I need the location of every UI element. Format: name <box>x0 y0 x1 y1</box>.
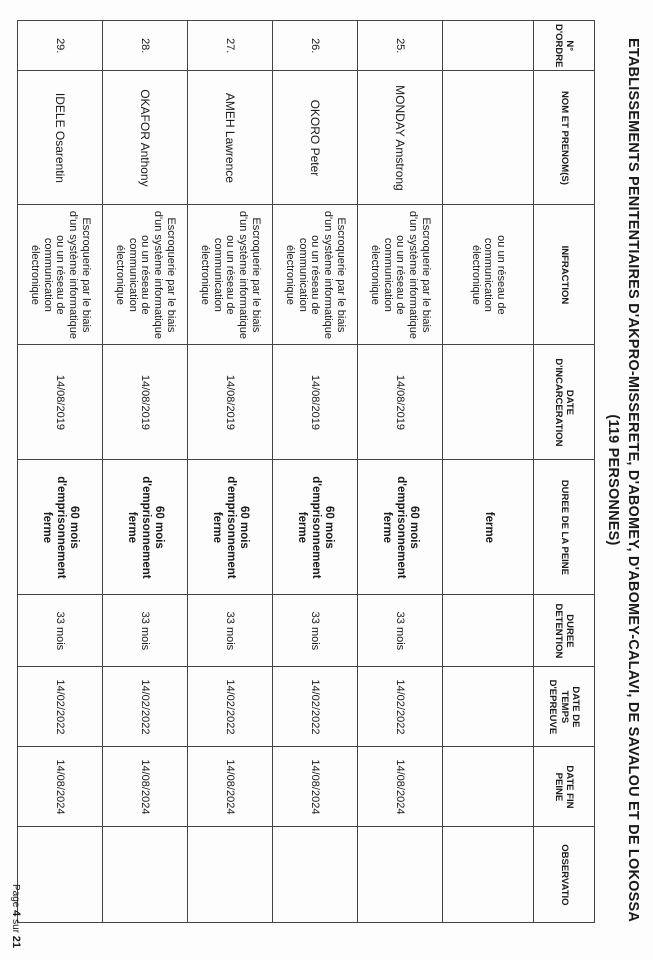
cell-observations <box>273 827 358 923</box>
cell-duree-detention <box>443 595 534 667</box>
header-num: N° D'ORDRE <box>534 21 595 71</box>
cell-date-epreuve: 14/02/2022 <box>18 667 103 747</box>
cell-infraction: ou un réseau de communication électronique <box>443 205 534 345</box>
table-row <box>273 21 358 923</box>
cell-name: AMEH Lawrence <box>188 71 273 205</box>
cell-date-epreuve: 14/02/2022 <box>358 667 443 747</box>
cell-name <box>443 71 534 205</box>
cell-infraction: Escroquerie par le biais d'un système informatique ou un réseau de communication électronique <box>18 205 103 345</box>
cell-observations <box>188 827 273 923</box>
cell-date-fin <box>443 747 534 827</box>
cell-duree-detention: 33 mois <box>358 595 443 667</box>
cell-infraction: Escroquerie par le biais d'un système informatique ou un réseau de communication électronique <box>188 205 273 345</box>
table-row <box>18 21 103 923</box>
cell-name: IDELE Osarentin <box>18 71 103 205</box>
header-duree-detention: DUREE DETENTION <box>534 595 595 667</box>
cell-date-epreuve: 14/02/2022 <box>188 667 273 747</box>
header-duree-peine: DUREE DE LA PEINE <box>534 460 595 595</box>
table-row <box>358 21 443 923</box>
cell-observations <box>358 827 443 923</box>
cell-date-fin: 14/08/2024 <box>103 747 188 827</box>
cell-num: 25. <box>358 21 443 71</box>
cell-date-incarceration: 14/08/2019 <box>188 345 273 460</box>
page-total: 21 <box>10 935 22 948</box>
cell-name: OKAFOR Anthony <box>103 71 188 205</box>
table-row <box>103 21 188 923</box>
cell-name: OKORO Peter <box>273 71 358 205</box>
cell-num: 26. <box>273 21 358 71</box>
cell-date-incarceration: 14/08/2019 <box>273 345 358 460</box>
cell-duree-detention: 33 mois <box>18 595 103 667</box>
cell-date-fin: 14/08/2024 <box>358 747 443 827</box>
header-name: NOM ET PRENOM(S) <box>534 71 595 205</box>
cell-infraction: Escroquerie par le biais d'un système informatique ou un réseau de communication électronique <box>358 205 443 345</box>
page-sep: sur <box>10 919 21 933</box>
detainees-table <box>17 20 595 923</box>
table-row <box>188 21 273 923</box>
page-footer <box>10 884 22 948</box>
cell-date-epreuve <box>443 667 534 747</box>
cell-date-fin: 14/08/2024 <box>188 747 273 827</box>
cell-name: MONDAY Amstrong <box>358 71 443 205</box>
continuation-row <box>443 21 534 923</box>
page-number: 4 <box>10 910 22 917</box>
cell-duree-detention: 33 mois <box>188 595 273 667</box>
cell-date-incarceration: 14/08/2019 <box>103 345 188 460</box>
table-header-row <box>534 21 595 923</box>
cell-duree-detention: 33 mois <box>103 595 188 667</box>
cell-date-incarceration <box>443 345 534 460</box>
cell-duree-peine: ferme <box>443 460 534 595</box>
cell-num: 28. <box>103 21 188 71</box>
cell-observations <box>103 827 188 923</box>
cell-date-incarceration: 14/08/2019 <box>18 345 103 460</box>
header-date-incarceration: DATE D'INCARCERATION <box>534 345 595 460</box>
cell-date-fin: 14/08/2024 <box>273 747 358 827</box>
cell-observations <box>18 827 103 923</box>
cell-date-epreuve: 14/02/2022 <box>273 667 358 747</box>
cell-num: 27. <box>188 21 273 71</box>
cell-observations <box>443 827 534 923</box>
cell-duree-peine: 60 mois d'emprisonnement ferme <box>358 460 443 595</box>
cell-date-epreuve: 14/02/2022 <box>103 667 188 747</box>
cell-date-incarceration: 14/08/2019 <box>358 345 443 460</box>
cell-num: 29. <box>18 21 103 71</box>
header-observations: OBSERVATIO <box>534 827 595 923</box>
cell-duree-peine: 60 mois d'emprisonnement ferme <box>188 460 273 595</box>
document-subtitle: (119 PERSONNES) <box>605 414 621 546</box>
cell-infraction: Escroquerie par le biais d'un système informatique ou un réseau de communication électronique <box>273 205 358 345</box>
document-title: ETABLISSEMENTS PENITENTIAIRES D'AKPRO-MISSERETE, D'ABOMEY, D'ABOMEY-CALAVI, DE SAVALOU ET DE LOKOSSA <box>625 37 641 923</box>
header-infraction: INFRACTION <box>534 205 595 345</box>
page-label: Page <box>10 884 21 908</box>
cell-duree-peine: 60 mois d'emprisonnement ferme <box>18 460 103 595</box>
cell-duree-peine: 60 mois d'emprisonnement ferme <box>273 460 358 595</box>
cell-infraction: Escroquerie par le biais d'un système informatique ou un réseau de communication électronique <box>103 205 188 345</box>
cell-num <box>443 21 534 71</box>
cell-duree-detention: 33 mois <box>273 595 358 667</box>
header-date-epreuve: DATE DE TEMPS D'EPREUVE <box>534 667 595 747</box>
cell-date-fin: 14/08/2024 <box>18 747 103 827</box>
header-date-fin: DATE FIN PEINE <box>534 747 595 827</box>
cell-duree-peine: 60 mois d'emprisonnement ferme <box>103 460 188 595</box>
